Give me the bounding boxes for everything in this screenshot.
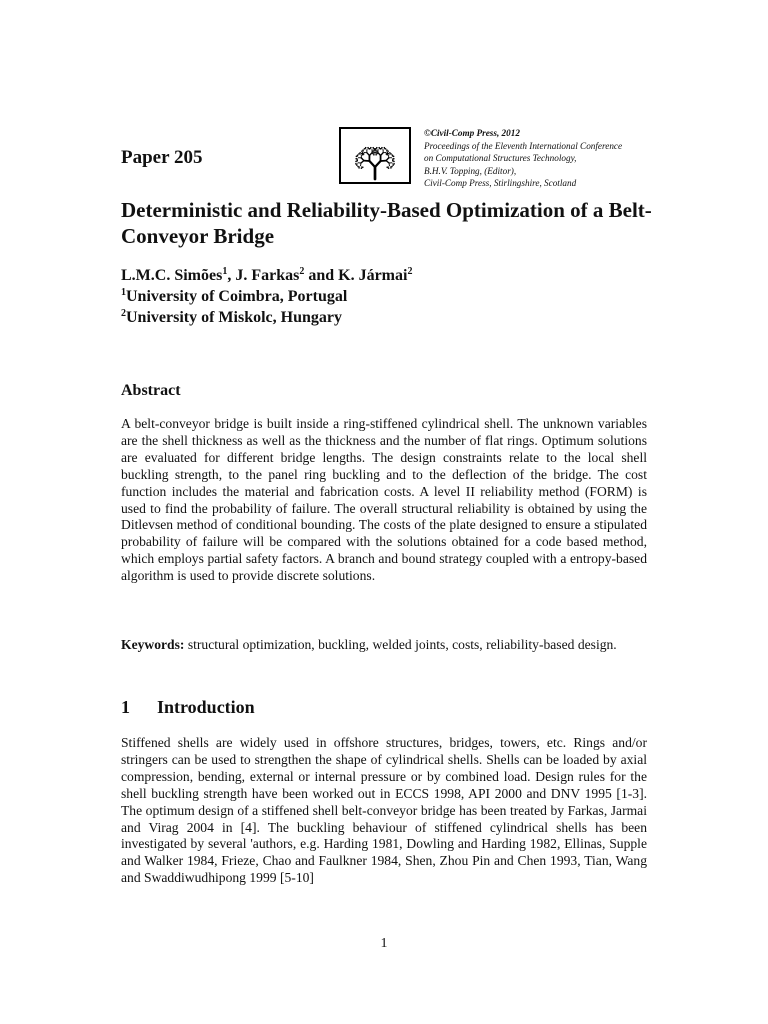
affiliation-marker: 2: [121, 308, 126, 319]
abstract-heading: Abstract: [121, 382, 181, 399]
civil-comp-logo: [339, 127, 411, 184]
section-number: 1: [121, 697, 130, 717]
paper-number: Paper 205: [121, 147, 203, 168]
affiliation-1: [121, 286, 347, 307]
press-proceedings: Proceedings of the Eleventh International Conference: [424, 140, 623, 151]
section-title: Introduction: [157, 697, 255, 717]
page-number: 1: [380, 936, 388, 951]
affiliation-marker: 2: [407, 266, 413, 277]
affiliation-2: [121, 307, 342, 328]
keywords: [121, 637, 647, 654]
affiliation-name: University of Coimbra, Portugal: [126, 288, 348, 305]
press-info: [424, 127, 674, 190]
affiliation-marker: 2: [299, 266, 305, 277]
author-name: and K. Jármai: [304, 267, 408, 284]
abstract-text: A belt-conveyor bridge is built inside a ring-stiffened cylindrical shell. The unknown variables are the shell thickness as well as the thickness and the number of flat rings. Optimum solutions are evaluated for different bridge lengths. The design constraints relate to the local shell buckling strength, to the panel ring buckling and to the deflection of the bridge. The cost function includes the material and fabrication costs. A level II reliability method (FORM) is used to find the probability of failure. The overall structural reliability is obtained by using the Ditlevsen method of conditional bounding. The costs of the plate designed to ensure a stipulated probability of failure will be compared with the solutions obtained for a code based method, which employs partial safety factors. A branch and bound strategy coupled with a entropy-based algorithm is used to provide discrete solutions.: [121, 416, 647, 584]
section-heading-introduction: [121, 697, 255, 718]
tree-icon: [341, 129, 409, 182]
affiliation-name: University of Miskolc, Hungary: [126, 309, 342, 326]
press-publisher: Civil-Comp Press, Stirlingshire, Scotland: [424, 178, 577, 189]
press-copyright: ©Civil-Comp Press, 2012: [424, 128, 520, 138]
press-editor: B.H.V. Topping, (Editor),: [424, 165, 517, 176]
paper-title: Deterministic and Reliability-Based Optimization of a Belt-Conveyor Bridge: [121, 198, 652, 248]
keywords-label: Keywords:: [121, 637, 185, 652]
author-list: [121, 265, 412, 286]
affiliation-marker: 1: [222, 266, 228, 277]
press-conference: on Computational Structures Technology,: [424, 153, 577, 164]
author-name: , J. Farkas: [227, 267, 300, 284]
affiliation-marker: 1: [121, 287, 126, 298]
keywords-text: structural optimization, buckling, welded joints, costs, reliability-based design.: [184, 637, 617, 652]
author-name: L.M.C. Simões: [121, 267, 223, 284]
introduction-text: Stiffened shells are widely used in offshore structures, bridges, towers, etc. Rings and/or stringers can be used to strengthen the shape of cylindrical shells. Shells can be loaded by axial compression, bending, external or internal pressure or by combined load. Design rules for the shell buckling strength have been worked out in ECCS 1998, API 2000 and DNV 1995 [1-3]. The optimum design of a stiffened shell belt-conveyor bridge has been treated by Farkas, Jarmai and Virag 2004 in [4]. The buckling behaviour of stiffened cylindrical shells has been investigated by several 'authors, e.g. Harding 1981, Dowling and Harding 1982, Ellinas, Supple and Walker 1984, Frieze, Chao and Faulkner 1984, Shen, Zhou Pin and Chen 1993, Tian, Wang and Swaddiwudhipong 1999 [5-10]: [121, 735, 647, 886]
